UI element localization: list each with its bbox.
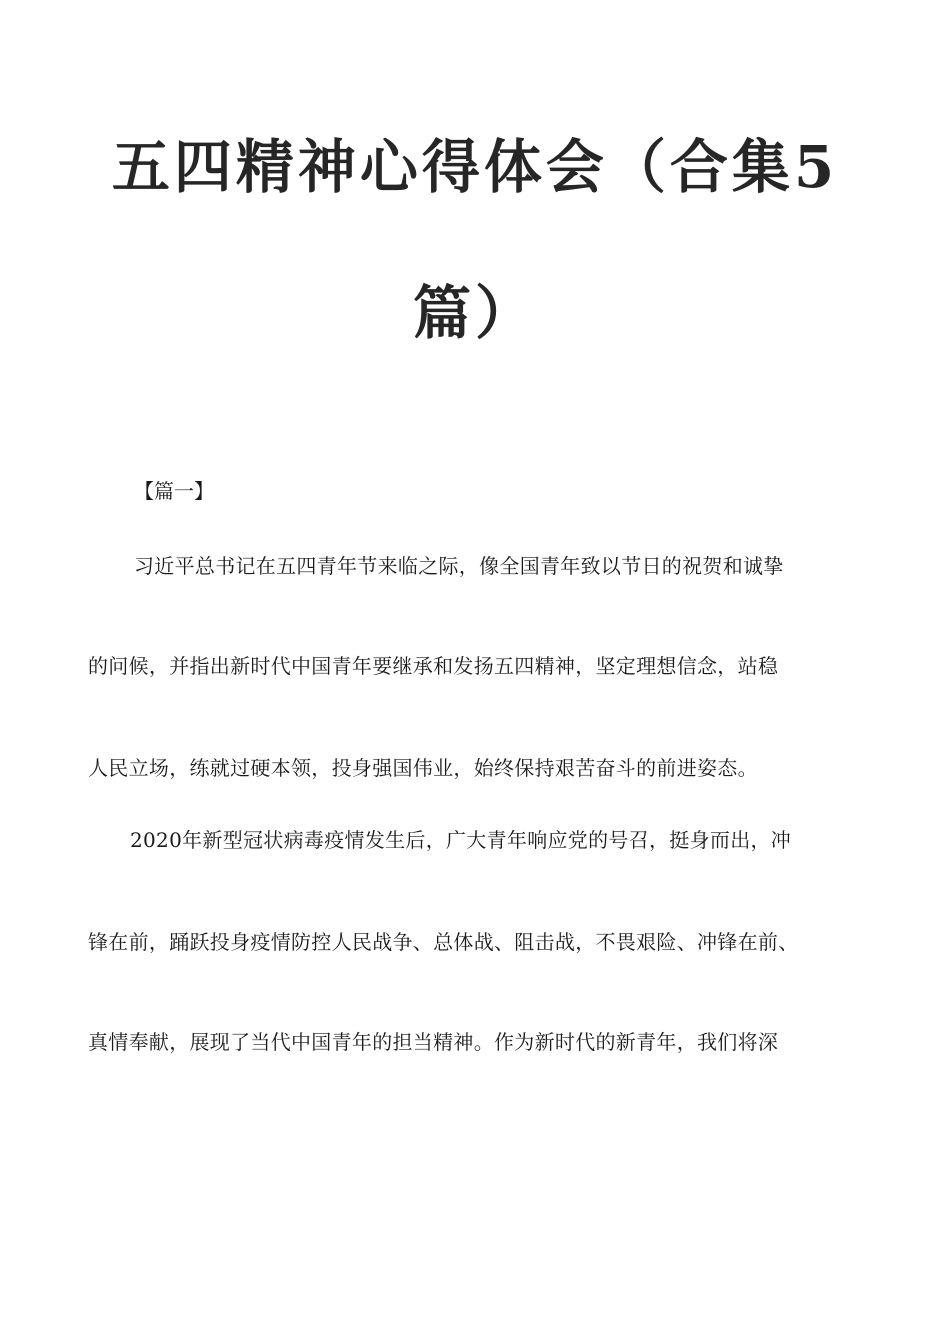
paragraph-1-line-1: 习近平总书记在五四青年节来临之际，像全国青年致以节日的祝贺和诚挚 <box>134 554 784 578</box>
document-title-line-2: 篇） <box>412 279 537 347</box>
paragraph-1-line-3: 人民立场，练就过硬本领，投身强国伟业，始终保持艰苦奋斗的前进姿态。 <box>88 756 758 780</box>
paragraph-1-line-2: 的问候，并指出新时代中国青年要继承和发扬五四精神，坚定理想信念，站稳 <box>88 654 779 678</box>
paragraph-2-line-2: 锋在前，踊跃投身疫情防控人民战争、总体战、阻击战，不畏艰险、冲锋在前、 <box>88 930 799 954</box>
paragraph-2-line-1: 2020年新型冠状病毒疫情发生后，广大青年响应党的号召，挺身而出，冲 <box>130 828 792 852</box>
paragraph-2-line-3: 真情奉献，展现了当代中国青年的担当精神。作为新时代的新青年，我们将深 <box>88 1030 779 1054</box>
section-label: 【篇一】 <box>134 479 214 503</box>
document-title-line-1: 五四精神心得体会（合集5 <box>111 133 839 201</box>
